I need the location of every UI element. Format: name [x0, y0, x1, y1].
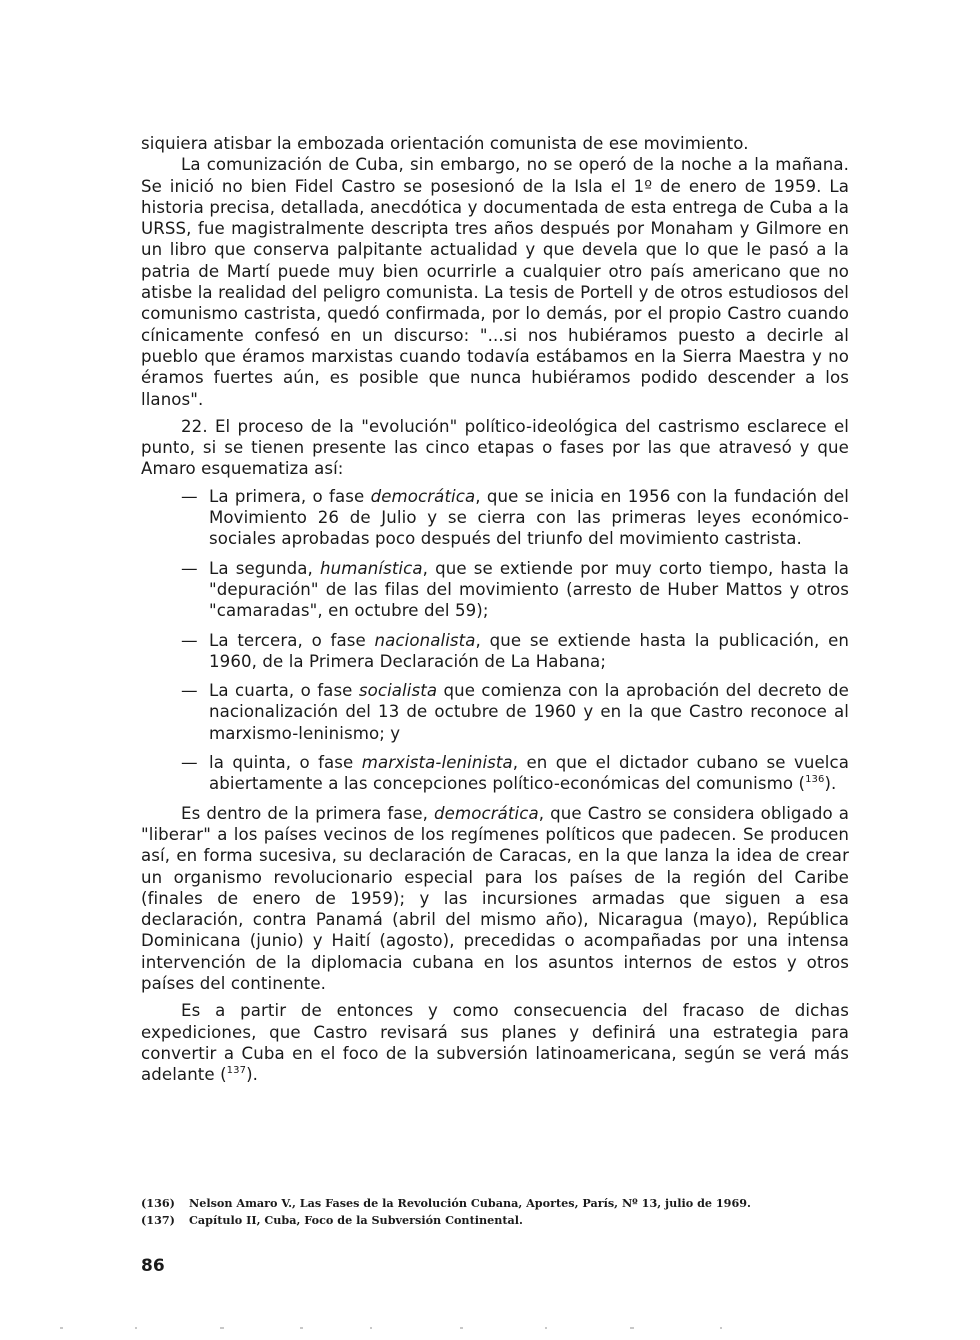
dash-bullet: —: [181, 486, 198, 506]
footnote-text: Capítulo II, Cuba, Foco de la Subversión Continental.: [189, 1213, 523, 1227]
phase-name: marxista-leninista: [361, 753, 513, 773]
phases-list: [141, 486, 849, 795]
footnote: [141, 1195, 849, 1212]
footnote: [141, 1212, 849, 1229]
phase-text: La primera, o fase democrática, que se inicia en 1956 con la fundación del Movimiento 26 de Julio y se cierra con las primeras leyes económico-sociales aprobadas poco después del triunfo del movimiento castrista.: [209, 486, 849, 549]
list-item: [141, 558, 849, 622]
phase-text: la quinta, o fase marxista-leninista, en que el dictador cubano se vuelca abiertamente a las concepciones político-económicas del comunismo ($^{136}$).: [209, 753, 849, 794]
phase-name: socialista: [358, 681, 438, 701]
list-item: [141, 630, 849, 673]
footnote-text: Nelson Amaro V., Las Fases de la Revolución Cubana, Aportes, París, Nº 13, julio de 1969.: [189, 1196, 751, 1210]
paragraph-a-partir: Es a partir de entonces y como consecuencia del fracaso de dichas expediciones, que Castro revisará sus planes y definirá una estrategia para convertir a Cuba en el foco de la subversión latinoamericana, según se verá más adelante ($^{137}$).: [141, 1001, 849, 1085]
phase-text: La tercera, o fase nacionalista, que se extiende hasta la publicación, en 1960, de la Primera Declaración de La Habana;: [209, 630, 849, 671]
paragraph-section-22: 22. El proceso de la "evolución" político-ideológica del castrismo esclarece el punto, si se tienen presente las cinco etapas o fases por las que atravesó y que Amaro esquematiza así:: [141, 416, 849, 479]
list-item: [141, 680, 849, 744]
dash-bullet: —: [181, 558, 198, 578]
dash-bullet: —: [181, 681, 198, 701]
paragraph-continuation: siquiera atisbar la embozada orientación comunista de ese movimiento.: [141, 134, 749, 153]
phase-text: La cuarta, o fase socialista que comienza con la aprobación del decreto de nacionalización del 13 de octubre de 1960 y en la que Castro reconoce al marxismo-leninismo; y: [209, 681, 849, 743]
phase-name: nacionalista: [374, 630, 476, 650]
emphasis-democratica: democrática: [434, 803, 539, 823]
footnote-number: (136): [141, 1196, 175, 1210]
phase-name: humanística: [319, 558, 423, 578]
list-item: [141, 486, 849, 550]
footnotes: [141, 1195, 849, 1229]
footnote-reference[interactable]: 136: [805, 774, 825, 786]
footnote-number: (137): [141, 1213, 175, 1227]
dash-bullet: —: [181, 753, 198, 773]
dash-bullet: —: [181, 630, 198, 650]
page-body: [141, 133, 849, 1085]
paragraph-comunizacion: La comunización de Cuba, sin embargo, no se operó de la noche a la mañana. Se inició no bien Fidel Castro se posesionó de la Isla el 1º de enero de 1959. La historia precisa, detallada, anecdótica y documentada de esta entrega de Cuba a la URSS, fue magistralmente descripta tres años después por Monaham y Gilmore en un libro que conserva palpitante actualidad y que devela que lo que le pasó a la patria de Martí puede muy bien ocurrirle a cualquier otro país americano que no atisbe la realidad del peligro comunista. La tesis de Portell y de otros estudiosos del comunismo castrista, quedó confirmada, por lo demás, por el propio Castro cuando cínicamente confesó en un discurso: "...si nos hubiéramos puesto a decirle al pueblo que éramos marxistas cuando todavía estábamos en la Sierra Maestra y no éramos fuertes aún, es posible que nunca hubiéramos podido descender a los llanos".: [141, 155, 849, 409]
footnote-reference[interactable]: 137: [226, 1065, 247, 1077]
paragraph-primera-fase: Es dentro de la primera fase, democrática, que Castro se considera obligado a "liberar" a los países vecinos de los regímenes políticos que padecen. Se producen así, en forma sucesiva, su declaración de Caracas, en la que lanza la idea de crear un organismo revolucionario especial para los países de la región del Caribe (finales de enero de 1959); y las incursiones armadas que siguen a esa declaración, contra Panamá (abril del mismo año), Nicaragua (mayo), República Dominicana (junio) y Haití (agosto), precedidas o acompañadas por una intensa intervención de la diplomacia cubana en los asuntos internos de estos y otros países del continente.: [141, 803, 849, 993]
scan-noise: [40, 1325, 940, 1331]
phase-text: La segunda, humanística, que se extiende por muy corto tiempo, hasta la "depuración" de las filas del movimiento (arresto de Huber Mattos y otros "camaradas", en octubre del 59);: [209, 558, 850, 621]
list-item: [141, 752, 849, 795]
page-number: 86: [141, 1256, 165, 1276]
phase-name: democrática: [370, 486, 476, 506]
